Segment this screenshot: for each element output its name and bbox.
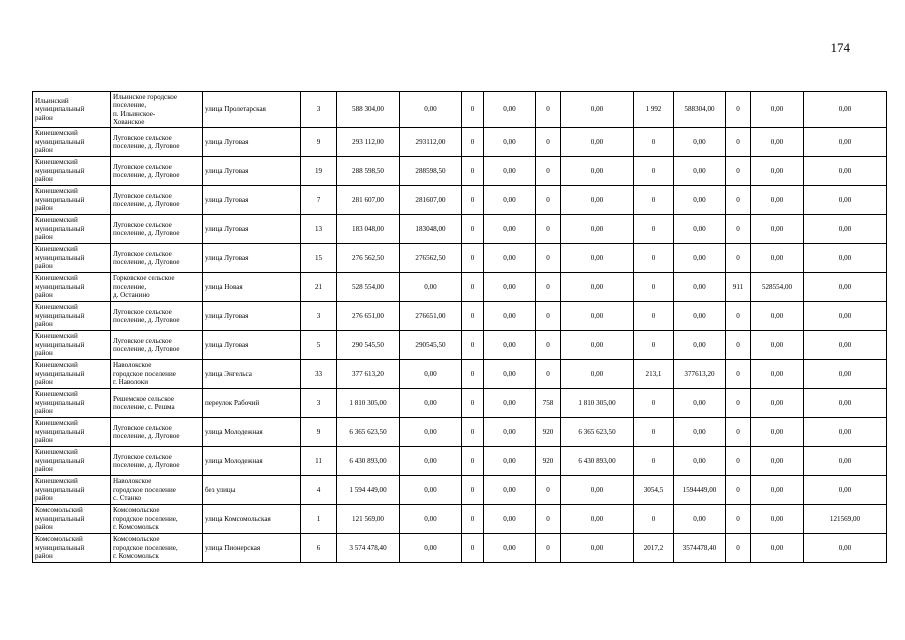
cost-cell: 0,00	[561, 331, 634, 360]
cost-cell: 0,00	[751, 505, 804, 534]
cost-cell: 0,00	[561, 505, 634, 534]
district-cell: Кинешемский муниципальный район	[33, 244, 111, 273]
cost-cell: 0,00	[484, 389, 536, 418]
cost-cell: 0,00	[484, 157, 536, 186]
house-number-cell: 21	[301, 273, 337, 302]
cost-cell: 0,00	[484, 534, 536, 563]
total-cost-cell: 528 554,00	[337, 273, 400, 302]
table-row	[33, 534, 887, 563]
quantity-cell: 0	[462, 505, 484, 534]
quantity-cell: 0	[726, 534, 751, 563]
total-cost-cell: 293 112,00	[337, 128, 400, 157]
street-cell: улица Пролетарская	[203, 92, 301, 128]
house-number-cell: 7	[301, 186, 337, 215]
district-cell: Кинешемский муниципальный район	[33, 215, 111, 244]
quantity-cell: 0	[634, 157, 674, 186]
table-row	[33, 389, 887, 418]
quantity-cell: 0	[726, 389, 751, 418]
cost-cell: 6 430 893,00	[561, 447, 634, 476]
house-number-cell: 15	[301, 244, 337, 273]
quantity-cell: 758	[536, 389, 561, 418]
table-row	[33, 302, 887, 331]
total-cost-cell: 276 562,50	[337, 244, 400, 273]
cost-cell: 0,00	[674, 389, 726, 418]
table-row	[33, 418, 887, 447]
settlement-cell: Луговское сельское поселение, д. Луговое	[111, 157, 203, 186]
cost-cell: 0,00	[751, 92, 804, 128]
quantity-cell: 0	[462, 92, 484, 128]
total-cost-cell: 1 810 305,00	[337, 389, 400, 418]
settlement-cell: Наволокское городское поселение г. Наволоки	[111, 360, 203, 389]
cost-cell: 0,00	[674, 215, 726, 244]
cost-cell: 276562,50	[400, 244, 462, 273]
settlement-cell: Луговское сельское поселение, д. Луговое	[111, 215, 203, 244]
house-number-cell: 5	[301, 331, 337, 360]
street-cell: улица Луговая	[203, 215, 301, 244]
registry-table	[32, 91, 887, 563]
street-cell: улица Пионерская	[203, 534, 301, 563]
cost-cell: 0,00	[674, 331, 726, 360]
district-cell: Кинешемский муниципальный район	[33, 186, 111, 215]
cost-cell: 0,00	[400, 389, 462, 418]
district-cell: Кинешемский муниципальный район	[33, 157, 111, 186]
cost-cell: 0,00	[751, 476, 804, 505]
quantity-cell: 0	[462, 157, 484, 186]
quantity-cell: 0	[634, 418, 674, 447]
settlement-cell: Ильинское городское поселение, п. Ильинское- Хованское	[111, 92, 203, 128]
cost-cell: 0,00	[484, 418, 536, 447]
quantity-cell: 0	[536, 215, 561, 244]
cost-cell: 0,00	[804, 447, 887, 476]
cost-cell: 0,00	[674, 157, 726, 186]
quantity-cell: 213,1	[634, 360, 674, 389]
cost-cell: 0,00	[400, 418, 462, 447]
quantity-cell: 0	[634, 215, 674, 244]
total-cost-cell: 183 048,00	[337, 215, 400, 244]
quantity-cell: 0	[462, 331, 484, 360]
quantity-cell: 0	[462, 244, 484, 273]
cost-cell: 0,00	[400, 447, 462, 476]
quantity-cell: 0	[634, 128, 674, 157]
street-cell: улица Молодежная	[203, 418, 301, 447]
cost-cell: 0,00	[751, 157, 804, 186]
house-number-cell: 13	[301, 215, 337, 244]
cost-cell: 281607,00	[400, 186, 462, 215]
cost-cell: 6 365 623,50	[561, 418, 634, 447]
cost-cell: 377613,20	[674, 360, 726, 389]
street-cell: улица Луговая	[203, 331, 301, 360]
house-number-cell: 3	[301, 389, 337, 418]
total-cost-cell: 377 613,20	[337, 360, 400, 389]
quantity-cell: 0	[634, 389, 674, 418]
cost-cell: 0,00	[751, 186, 804, 215]
quantity-cell: 0	[536, 244, 561, 273]
cost-cell: 0,00	[484, 505, 536, 534]
cost-cell: 0,00	[804, 360, 887, 389]
quantity-cell: 0	[726, 331, 751, 360]
table-row	[33, 505, 887, 534]
street-cell: без улицы	[203, 476, 301, 505]
house-number-cell: 4	[301, 476, 337, 505]
cost-cell: 0,00	[751, 418, 804, 447]
street-cell: улица Луговая	[203, 244, 301, 273]
cost-cell: 0,00	[674, 244, 726, 273]
cost-cell: 0,00	[400, 273, 462, 302]
cost-cell: 3574478,40	[674, 534, 726, 563]
cost-cell: 0,00	[484, 92, 536, 128]
street-cell: переулок Рабочий	[203, 389, 301, 418]
house-number-cell: 6	[301, 534, 337, 563]
quantity-cell: 0	[462, 186, 484, 215]
district-cell: Кинешемский муниципальный район	[33, 331, 111, 360]
house-number-cell: 19	[301, 157, 337, 186]
quantity-cell: 0	[462, 447, 484, 476]
cost-cell: 0,00	[400, 534, 462, 563]
table-row	[33, 215, 887, 244]
table-row	[33, 186, 887, 215]
cost-cell: 0,00	[561, 302, 634, 331]
total-cost-cell: 1 594 449,00	[337, 476, 400, 505]
cost-cell: 0,00	[674, 273, 726, 302]
district-cell: Кинешемский муниципальный район	[33, 476, 111, 505]
settlement-cell: Луговское сельское поселение, д. Луговое	[111, 302, 203, 331]
cost-cell: 1 810 305,00	[561, 389, 634, 418]
district-cell: Кинешемский муниципальный район	[33, 302, 111, 331]
quantity-cell: 0	[536, 186, 561, 215]
district-cell: Кинешемский муниципальный район	[33, 447, 111, 476]
cost-cell: 0,00	[674, 418, 726, 447]
quantity-cell: 0	[536, 331, 561, 360]
quantity-cell: 0	[462, 128, 484, 157]
quantity-cell: 0	[726, 157, 751, 186]
total-cost-cell: 288 598,50	[337, 157, 400, 186]
cost-cell: 0,00	[484, 128, 536, 157]
cost-cell: 0,00	[561, 244, 634, 273]
cost-cell: 0,00	[400, 92, 462, 128]
cost-cell: 0,00	[804, 186, 887, 215]
street-cell: улица Луговая	[203, 302, 301, 331]
total-cost-cell: 3 574 478,40	[337, 534, 400, 563]
quantity-cell: 920	[536, 418, 561, 447]
table-row	[33, 92, 887, 128]
quantity-cell: 0	[462, 302, 484, 331]
quantity-cell: 1 992	[634, 92, 674, 128]
total-cost-cell: 121 569,00	[337, 505, 400, 534]
total-cost-cell: 281 607,00	[337, 186, 400, 215]
cost-cell: 0,00	[804, 128, 887, 157]
quantity-cell: 0	[726, 215, 751, 244]
table-row	[33, 447, 887, 476]
table-row	[33, 273, 887, 302]
quantity-cell: 0	[634, 505, 674, 534]
cost-cell: 0,00	[751, 244, 804, 273]
quantity-cell: 0	[726, 92, 751, 128]
cost-cell: 0,00	[484, 186, 536, 215]
table-row	[33, 476, 887, 505]
total-cost-cell: 290 545,50	[337, 331, 400, 360]
street-cell: улица Луговая	[203, 186, 301, 215]
total-cost-cell: 6 365 623,50	[337, 418, 400, 447]
quantity-cell: 0	[634, 447, 674, 476]
cost-cell: 0,00	[484, 215, 536, 244]
quantity-cell: 0	[536, 128, 561, 157]
quantity-cell: 0	[634, 302, 674, 331]
district-cell: Кинешемский муниципальный район	[33, 389, 111, 418]
quantity-cell: 3054,5	[634, 476, 674, 505]
cost-cell: 0,00	[400, 360, 462, 389]
cost-cell: 0,00	[751, 447, 804, 476]
table-row	[33, 331, 887, 360]
cost-cell: 276651,00	[400, 302, 462, 331]
table-row	[33, 360, 887, 389]
settlement-cell: Наволокское городское поселение с. Станко	[111, 476, 203, 505]
cost-cell: 528554,00	[751, 273, 804, 302]
cost-cell: 0,00	[804, 418, 887, 447]
settlement-cell: Луговское сельское поселение, д. Луговое	[111, 447, 203, 476]
cost-cell: 0,00	[804, 389, 887, 418]
cost-cell: 0,00	[561, 360, 634, 389]
cost-cell: 0,00	[674, 186, 726, 215]
quantity-cell: 0	[462, 418, 484, 447]
cost-cell: 0,00	[804, 92, 887, 128]
cost-cell: 588304,00	[674, 92, 726, 128]
quantity-cell: 0	[462, 360, 484, 389]
street-cell: улица Молодежная	[203, 447, 301, 476]
quantity-cell: 0	[726, 505, 751, 534]
quantity-cell: 0	[536, 505, 561, 534]
quantity-cell: 0	[536, 157, 561, 186]
settlement-cell: Решемское сельское поселение, с. Решма	[111, 389, 203, 418]
house-number-cell: 1	[301, 505, 337, 534]
quantity-cell: 0	[462, 215, 484, 244]
quantity-cell: 920	[536, 447, 561, 476]
cost-cell: 0,00	[484, 273, 536, 302]
cost-cell: 0,00	[561, 186, 634, 215]
settlement-cell: Луговское сельское поселение, д. Луговое	[111, 418, 203, 447]
table-row	[33, 157, 887, 186]
street-cell: улица Новая	[203, 273, 301, 302]
total-cost-cell: 588 304,00	[337, 92, 400, 128]
cost-cell: 0,00	[751, 128, 804, 157]
cost-cell: 1594449,00	[674, 476, 726, 505]
district-cell: Кинешемский муниципальный район	[33, 273, 111, 302]
cost-cell: 0,00	[674, 128, 726, 157]
street-cell: улица Луговая	[203, 128, 301, 157]
table-body	[33, 92, 887, 563]
cost-cell: 0,00	[484, 447, 536, 476]
table-row	[33, 244, 887, 273]
quantity-cell: 0	[726, 244, 751, 273]
cost-cell: 0,00	[484, 302, 536, 331]
settlement-cell: Комсомольское городское поселение, г. Комсомольск	[111, 505, 203, 534]
quantity-cell: 0	[536, 360, 561, 389]
cost-cell: 0,00	[484, 244, 536, 273]
cost-cell: 0,00	[484, 331, 536, 360]
cost-cell: 0,00	[804, 302, 887, 331]
quantity-cell: 0	[462, 389, 484, 418]
cost-cell: 0,00	[804, 534, 887, 563]
settlement-cell: Луговское сельское поселение, д. Луговое	[111, 244, 203, 273]
cost-cell: 0,00	[484, 476, 536, 505]
district-cell: Ильинский муниципальный район	[33, 92, 111, 128]
page-number: 174	[830, 40, 850, 55]
cost-cell: 0,00	[804, 476, 887, 505]
cost-cell: 0,00	[561, 476, 634, 505]
house-number-cell: 3	[301, 92, 337, 128]
cost-cell: 0,00	[561, 128, 634, 157]
cost-cell: 293112,00	[400, 128, 462, 157]
cost-cell: 0,00	[400, 476, 462, 505]
quantity-cell: 0	[462, 534, 484, 563]
district-cell: Кинешемский муниципальный район	[33, 418, 111, 447]
street-cell: улица Комсомольская	[203, 505, 301, 534]
cost-cell: 0,00	[674, 447, 726, 476]
cost-cell: 0,00	[751, 360, 804, 389]
quantity-cell: 0	[462, 273, 484, 302]
quantity-cell: 911	[726, 273, 751, 302]
quantity-cell: 0	[536, 92, 561, 128]
cost-cell: 183048,00	[400, 215, 462, 244]
settlement-cell: Горковское сельское поселение, д. Останино	[111, 273, 203, 302]
cost-cell: 0,00	[804, 157, 887, 186]
cost-cell: 0,00	[751, 389, 804, 418]
cost-cell: 290545,50	[400, 331, 462, 360]
cost-cell: 0,00	[751, 534, 804, 563]
cost-cell: 0,00	[674, 505, 726, 534]
quantity-cell: 0	[536, 273, 561, 302]
cost-cell: 0,00	[561, 215, 634, 244]
cost-cell: 121569,00	[804, 505, 887, 534]
cost-cell: 0,00	[751, 215, 804, 244]
district-cell: Кинешемский муниципальный район	[33, 360, 111, 389]
cost-cell: 288598,50	[400, 157, 462, 186]
cost-cell: 0,00	[561, 534, 634, 563]
house-number-cell: 3	[301, 302, 337, 331]
quantity-cell: 0	[726, 302, 751, 331]
district-cell: Кинешемский муниципальный район	[33, 128, 111, 157]
quantity-cell: 0	[536, 534, 561, 563]
house-number-cell: 33	[301, 360, 337, 389]
quantity-cell: 0	[726, 476, 751, 505]
district-cell: Комсомольский муниципальный район	[33, 534, 111, 563]
total-cost-cell: 276 651,00	[337, 302, 400, 331]
street-cell: улица Луговая	[203, 157, 301, 186]
quantity-cell: 0	[726, 186, 751, 215]
settlement-cell: Луговское сельское поселение, д. Луговое	[111, 331, 203, 360]
quantity-cell: 0	[726, 418, 751, 447]
street-cell: улица Энгельса	[203, 360, 301, 389]
quantity-cell: 0	[536, 302, 561, 331]
quantity-cell: 0	[634, 186, 674, 215]
quantity-cell: 0	[634, 244, 674, 273]
total-cost-cell: 6 430 893,00	[337, 447, 400, 476]
cost-cell: 0,00	[804, 331, 887, 360]
cost-cell: 0,00	[751, 302, 804, 331]
table-row	[33, 128, 887, 157]
quantity-cell: 2017,2	[634, 534, 674, 563]
quantity-cell: 0	[726, 128, 751, 157]
house-number-cell: 9	[301, 418, 337, 447]
cost-cell: 0,00	[484, 360, 536, 389]
cost-cell: 0,00	[804, 244, 887, 273]
quantity-cell: 0	[726, 447, 751, 476]
cost-cell: 0,00	[751, 331, 804, 360]
quantity-cell: 0	[536, 476, 561, 505]
quantity-cell: 0	[726, 360, 751, 389]
cost-cell: 0,00	[804, 215, 887, 244]
cost-cell: 0,00	[804, 273, 887, 302]
district-cell: Комсомольский муниципальный район	[33, 505, 111, 534]
settlement-cell: Комсомольское городское поселение, г. Комсомольск	[111, 534, 203, 563]
quantity-cell: 0	[634, 331, 674, 360]
house-number-cell: 11	[301, 447, 337, 476]
quantity-cell: 0	[462, 476, 484, 505]
cost-cell: 0,00	[561, 92, 634, 128]
house-number-cell: 9	[301, 128, 337, 157]
cost-cell: 0,00	[561, 157, 634, 186]
settlement-cell: Луговское сельское поселение, д. Луговое	[111, 186, 203, 215]
cost-cell: 0,00	[400, 505, 462, 534]
quantity-cell: 0	[634, 273, 674, 302]
cost-cell: 0,00	[674, 302, 726, 331]
settlement-cell: Луговское сельское поселение, д. Луговое	[111, 128, 203, 157]
cost-cell: 0,00	[561, 273, 634, 302]
